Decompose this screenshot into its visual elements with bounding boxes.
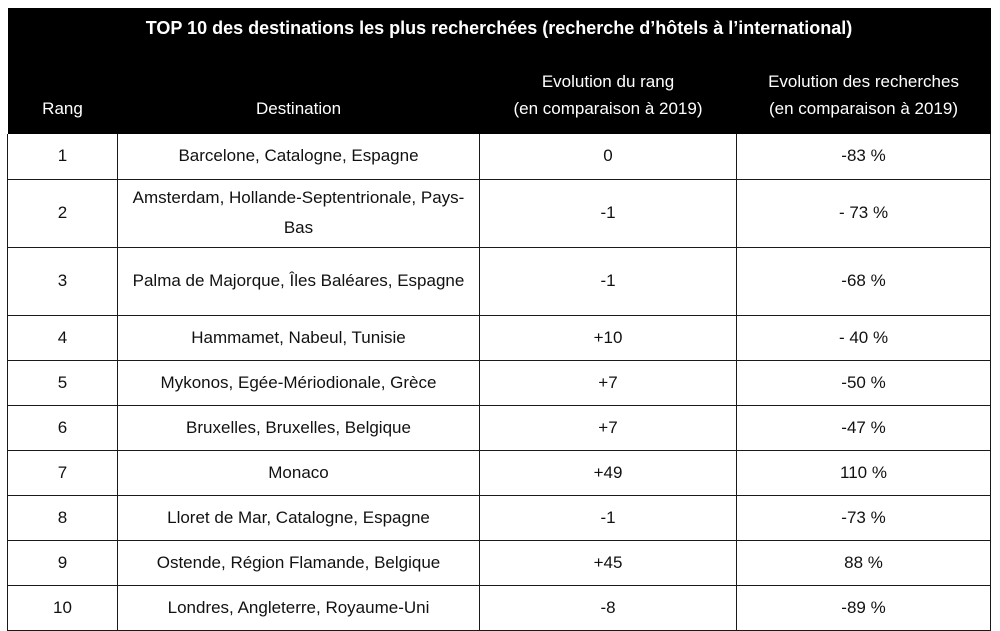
cell-search-evolution: -89 % (737, 585, 991, 630)
cell-rank: 7 (8, 450, 118, 495)
table-header (8, 8, 991, 134)
cell-rank: 5 (8, 360, 118, 405)
cell-destination: Palma de Majorque, Îles Baléares, Espagne (118, 247, 480, 315)
header-rank: Rang (8, 48, 118, 134)
header-search-evolution (737, 48, 991, 134)
cell-rank: 1 (8, 134, 118, 179)
cell-search-evolution: -83 % (737, 134, 991, 179)
cell-rank-evolution: +10 (480, 315, 737, 360)
cell-rank: 10 (8, 585, 118, 630)
cell-search-evolution: - 40 % (737, 315, 991, 360)
table-row (8, 585, 991, 630)
destinations-table-container (7, 8, 990, 631)
header-search-evolution-line1: Evolution des recherches (768, 72, 959, 91)
table-row (8, 134, 991, 179)
cell-search-evolution: -50 % (737, 360, 991, 405)
destinations-table (7, 8, 991, 631)
table-row (8, 495, 991, 540)
cell-destination: Mykonos, Egée-Mériodionale, Grèce (118, 360, 480, 405)
cell-destination: Londres, Angleterre, Royaume-Uni (118, 585, 480, 630)
cell-rank-evolution: -1 (480, 247, 737, 315)
cell-rank-evolution: +49 (480, 450, 737, 495)
cell-rank: 8 (8, 495, 118, 540)
cell-rank: 2 (8, 179, 118, 247)
cell-destination: Lloret de Mar, Catalogne, Espagne (118, 495, 480, 540)
header-rank-evolution-line2: (en comparaison à 2019) (513, 99, 703, 118)
table-row (8, 540, 991, 585)
header-rank-evolution-line1: Evolution du rang (541, 72, 675, 91)
cell-search-evolution: 110 % (737, 450, 991, 495)
cell-destination: Barcelone, Catalogne, Espagne (118, 134, 480, 179)
header-destination: Destination (118, 48, 480, 134)
table-row (8, 179, 991, 247)
cell-destination: Bruxelles, Bruxelles, Belgique (118, 405, 480, 450)
cell-rank-evolution: 0 (480, 134, 737, 179)
cell-destination: Monaco (118, 450, 480, 495)
cell-destination: Ostende, Région Flamande, Belgique (118, 540, 480, 585)
table-row (8, 315, 991, 360)
cell-search-evolution: -47 % (737, 405, 991, 450)
table-row (8, 360, 991, 405)
cell-search-evolution: 88 % (737, 540, 991, 585)
cell-rank-evolution: -1 (480, 179, 737, 247)
cell-rank-evolution: +7 (480, 360, 737, 405)
cell-destination: Hammamet, Nabeul, Tunisie (118, 315, 480, 360)
table-body (8, 134, 991, 630)
cell-rank-evolution: +45 (480, 540, 737, 585)
table-title: TOP 10 des destinations les plus recherchées (recherche d’hôtels à l’international) (8, 8, 991, 48)
table-row (8, 450, 991, 495)
cell-search-evolution: -68 % (737, 247, 991, 315)
cell-search-evolution: - 73 % (737, 179, 991, 247)
table-row (8, 247, 991, 315)
cell-search-evolution: -73 % (737, 495, 991, 540)
header-search-evolution-line2: (en comparaison à 2019) (769, 99, 959, 118)
cell-rank-evolution: -1 (480, 495, 737, 540)
cell-rank-evolution: -8 (480, 585, 737, 630)
cell-rank: 9 (8, 540, 118, 585)
column-header-row (8, 48, 991, 134)
header-rank-evolution (480, 48, 737, 134)
cell-rank-evolution: +7 (480, 405, 737, 450)
cell-rank: 6 (8, 405, 118, 450)
cell-rank: 3 (8, 247, 118, 315)
cell-destination: Amsterdam, Hollande-Septentrionale, Pays-Bas (118, 179, 480, 247)
cell-rank: 4 (8, 315, 118, 360)
table-row (8, 405, 991, 450)
title-row (8, 8, 991, 48)
